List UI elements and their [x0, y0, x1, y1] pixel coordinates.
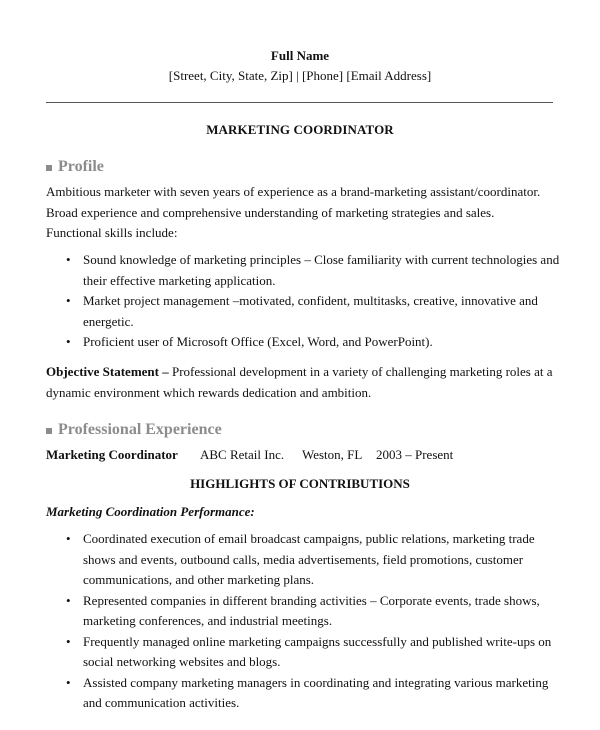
contributions-subheading: Marketing Coordination Performance:	[46, 504, 255, 519]
list-item-text: Proficient user of Microsoft Office (Excel, Word, and PowerPoint).	[83, 334, 433, 349]
profile-intro	[46, 182, 556, 244]
list-item-text: Represented companies in different branding activities – Corporate events, trade shows,	[83, 592, 540, 608]
highlights-heading: HIGHLIGHTS OF CONTRIBUTIONS	[190, 476, 410, 491]
bullet-icon: •	[66, 531, 71, 546]
job-title: MARKETING COORDINATOR	[206, 122, 394, 137]
list-item	[46, 529, 556, 591]
list-item-text: marketing conferences, and industrial meetings.	[83, 613, 333, 628]
objective-statement	[46, 362, 556, 403]
list-item	[46, 291, 556, 332]
list-item-text: Assisted company marketing managers in coordinating and integrating various marketing	[83, 674, 549, 690]
list-item-text: communications, and other marketing plans.	[83, 572, 315, 587]
square-bullet-icon	[46, 165, 52, 171]
list-item-text: Coordinated execution of email broadcast campaigns, public relations, marketing trade	[83, 531, 535, 546]
contributions-list	[46, 529, 556, 714]
company-name: ABC Retail Inc.	[200, 447, 285, 462]
experience-heading	[46, 421, 222, 439]
list-item-text: and communication activities.	[83, 695, 240, 710]
objective-line: dynamic environment which rewards dedication and ambition.	[46, 384, 372, 400]
square-bullet-icon	[46, 428, 52, 434]
bullet-icon: •	[66, 293, 71, 308]
profile-heading	[46, 158, 104, 176]
list-item	[46, 250, 560, 291]
objective-text: Professional development in a variety of challenging marketing roles at a	[168, 364, 553, 379]
skills-list	[46, 250, 560, 353]
bullet-icon: •	[66, 633, 71, 649]
list-item	[46, 332, 556, 353]
header-divider	[46, 102, 553, 103]
experience-heading-label: Professional Experience	[58, 421, 222, 438]
bullet-icon: •	[66, 674, 71, 690]
profile-intro-line: Broad experience and comprehensive understanding of marketing strategies and sales.	[46, 204, 495, 220]
full-name: Full Name	[270, 48, 330, 63]
bullet-icon: •	[66, 592, 71, 608]
list-item-text: Sound knowledge of marketing principles – Close familiarity with current technologies and	[83, 252, 560, 267]
job-dates: 2003 – Present	[376, 447, 454, 462]
bullet-icon: •	[66, 252, 71, 267]
list-item-text: Frequently managed online marketing campaigns successfully and published write-ups on	[83, 633, 552, 649]
job-location: Weston, FL	[302, 447, 363, 462]
list-item	[46, 632, 556, 673]
list-item-text: social networking websites and blogs.	[83, 654, 281, 669]
bullet-icon: •	[66, 334, 71, 349]
profile-intro-line: Functional skills include:	[46, 225, 178, 240]
list-item-text: energetic.	[83, 313, 134, 329]
profile-heading-label: Profile	[58, 158, 104, 175]
objective-line	[46, 362, 556, 383]
list-item-text: their effective marketing application.	[83, 272, 276, 288]
objective-label: Objective Statement –	[46, 364, 169, 379]
list-item-text: shows and events, outbound calls, media advertisements, field promotions, customer	[83, 551, 524, 567]
list-item	[46, 673, 556, 714]
role-title: Marketing Coordinator	[46, 447, 178, 462]
list-item	[46, 591, 556, 632]
profile-intro-line: Ambitious marketer with seven years of experience as a brand-marketing assistant/coordinator.	[46, 184, 541, 199]
contact-line: [Street, City, State, Zip] | [Phone] [Email Address]	[168, 68, 432, 83]
list-item-text: Market project management –motivated, confident, multitasks, creative, innovative and	[83, 293, 538, 308]
